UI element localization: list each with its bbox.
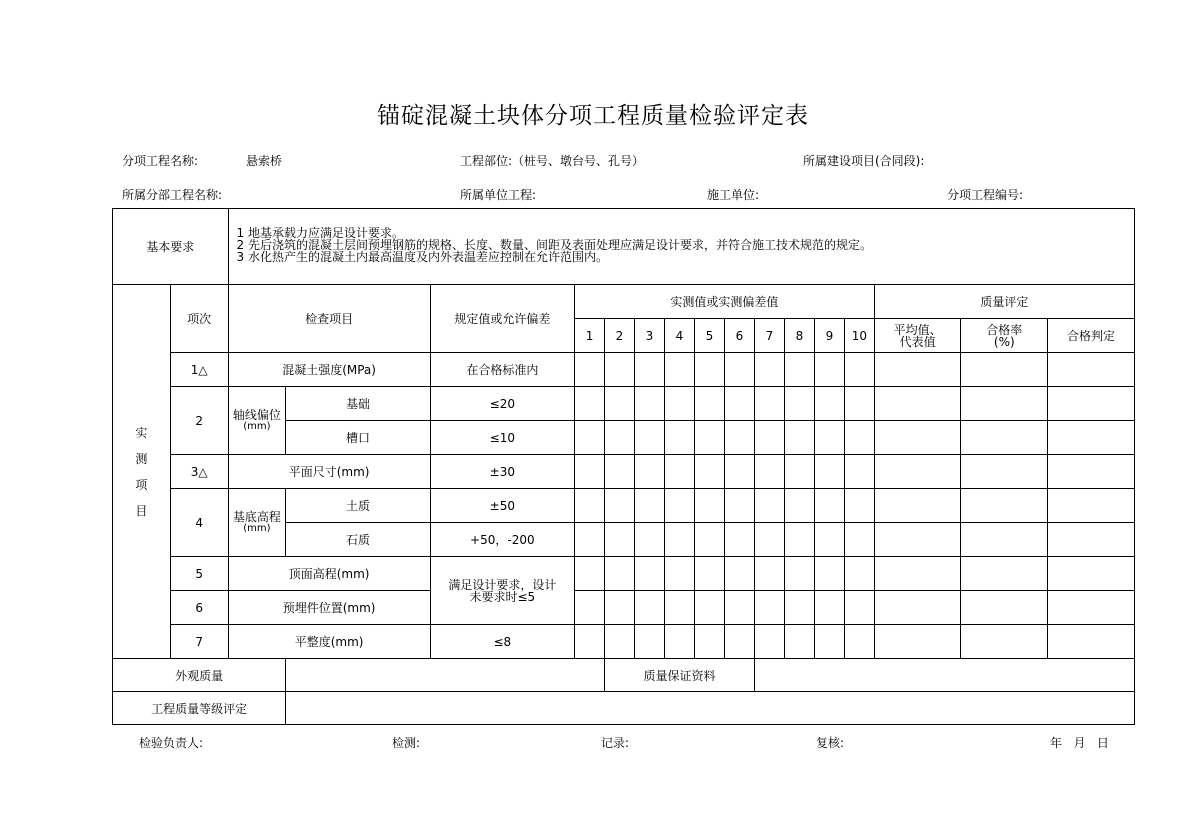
judgement-header: 合格判定 xyxy=(1048,319,1135,353)
table-row xyxy=(113,591,1135,625)
measure-col-header: 1 xyxy=(575,319,605,353)
tester-label: 检测: xyxy=(392,736,421,750)
check-sub-item: 土质 xyxy=(286,489,430,523)
table-row xyxy=(113,557,1135,591)
table-row xyxy=(113,625,1135,659)
spec-value: ≤20 xyxy=(430,387,574,421)
pass-rate-header: 合格率 (%) xyxy=(961,319,1048,353)
appearance-quality-value[interactable] xyxy=(286,659,605,692)
measure-col-header: 5 xyxy=(694,319,724,353)
spec-value: 在合格标准内 xyxy=(430,353,574,387)
item-name-label: 分项工程名称: xyxy=(122,154,199,168)
measure-col-header: 10 xyxy=(844,319,874,353)
check-sub-item: 基础 xyxy=(286,387,430,421)
item-no: 6 xyxy=(170,591,228,625)
measure-col-header: 7 xyxy=(754,319,784,353)
item-no: 3△ xyxy=(170,455,228,489)
item-no: 2 xyxy=(170,387,228,455)
appearance-row xyxy=(113,659,1135,692)
spec-value: 满足设计要求，设计 未要求时≤5 xyxy=(430,557,574,625)
check-item: 顶面高程(mm) xyxy=(228,557,430,591)
grade-row xyxy=(113,692,1135,725)
quality-docs-label: 质量保证资料 xyxy=(605,659,755,692)
spec-header: 规定值或允许偏差 xyxy=(430,285,574,353)
check-sub-item: 石质 xyxy=(286,523,430,557)
item-no: 5 xyxy=(170,557,228,591)
check-item: 平整度(mm) xyxy=(228,625,430,659)
measure-col-header: 6 xyxy=(724,319,754,353)
spec-value: ≤8 xyxy=(430,625,574,659)
requirement-line: 3 水化热产生的混凝土内最高温度及内外表温差应控制在允许范围内。 xyxy=(236,250,608,264)
reviewer-label: 复核: xyxy=(816,736,845,750)
item-no: 1△ xyxy=(170,353,228,387)
spec-value: ≤10 xyxy=(430,421,574,455)
check-item: 混凝土强度(MPa) xyxy=(228,353,430,387)
division-label: 所属分部工程名称: xyxy=(122,188,223,202)
quality-docs-value[interactable] xyxy=(754,659,1134,692)
quality-grade-value[interactable] xyxy=(286,692,1135,725)
spec-value: +50，-200 xyxy=(430,523,574,557)
table-row xyxy=(113,353,1135,387)
header-row-1 xyxy=(113,285,1135,319)
project-label: 所属建设项目(合同段): xyxy=(803,154,925,168)
check-item: 预埋件位置(mm) xyxy=(228,591,430,625)
basic-requirements-label: 基本要求 xyxy=(113,209,229,285)
check-item: 平面尺寸(mm) xyxy=(228,455,430,489)
recorder-label: 记录: xyxy=(601,736,630,750)
spec-value: ±50 xyxy=(430,489,574,523)
check-item-header: 检查项目 xyxy=(228,285,430,353)
inspector-label: 检验负责人: xyxy=(139,736,204,750)
measured-values-header: 实测值或实测偏差值 xyxy=(575,285,875,319)
requirement-line: 2 先后浇筑的混凝土层间预埋钢筋的规格、长度、数量、间距及表面处理应满足设计要求，并符合施工技术规范的规定。 xyxy=(236,238,872,252)
location-label: 工程部位:（桩号、墩台号、孔号） xyxy=(460,154,645,168)
basic-requirements-text xyxy=(228,209,1134,285)
inspection-table xyxy=(112,208,1135,725)
basic-requirements-row xyxy=(113,209,1135,285)
average-value-header: 平均值、 代表值 xyxy=(874,319,961,353)
check-item: 轴线偏位 (mm) xyxy=(228,387,286,455)
item-no: 4 xyxy=(170,489,228,557)
measure-col-header: 8 xyxy=(784,319,814,353)
table-row xyxy=(113,455,1135,489)
measure-col-header: 3 xyxy=(634,319,664,353)
unit-project-label: 所属单位工程: xyxy=(460,188,537,202)
table-row xyxy=(113,489,1135,523)
requirement-line: 1 地基承载力应满足设计要求。 xyxy=(236,226,404,240)
date-label: 年 月 日 xyxy=(1050,736,1109,750)
item-no-header: 项次 xyxy=(170,285,228,353)
measured-items-section-label: 实 测 项 目 xyxy=(113,285,171,659)
measure-col-header: 4 xyxy=(664,319,694,353)
check-item: 基底高程 (mm) xyxy=(228,489,286,557)
item-no-label: 分项工程编号: xyxy=(947,188,1024,202)
table-row xyxy=(113,387,1135,421)
spec-value: ±30 xyxy=(430,455,574,489)
measure-col-header: 2 xyxy=(605,319,635,353)
measure-col-header: 9 xyxy=(814,319,844,353)
item-name-value: 悬索桥 xyxy=(246,154,283,168)
form-title: 锚碇混凝土块体分项工程质量检验评定表 xyxy=(377,103,809,129)
quality-grade-label: 工程质量等级评定 xyxy=(113,692,286,725)
item-no: 7 xyxy=(170,625,228,659)
appearance-quality-label: 外观质量 xyxy=(113,659,286,692)
quality-evaluation-header: 质量评定 xyxy=(874,285,1134,319)
check-sub-item: 槽口 xyxy=(286,421,430,455)
contractor-label: 施工单位: xyxy=(707,188,760,202)
